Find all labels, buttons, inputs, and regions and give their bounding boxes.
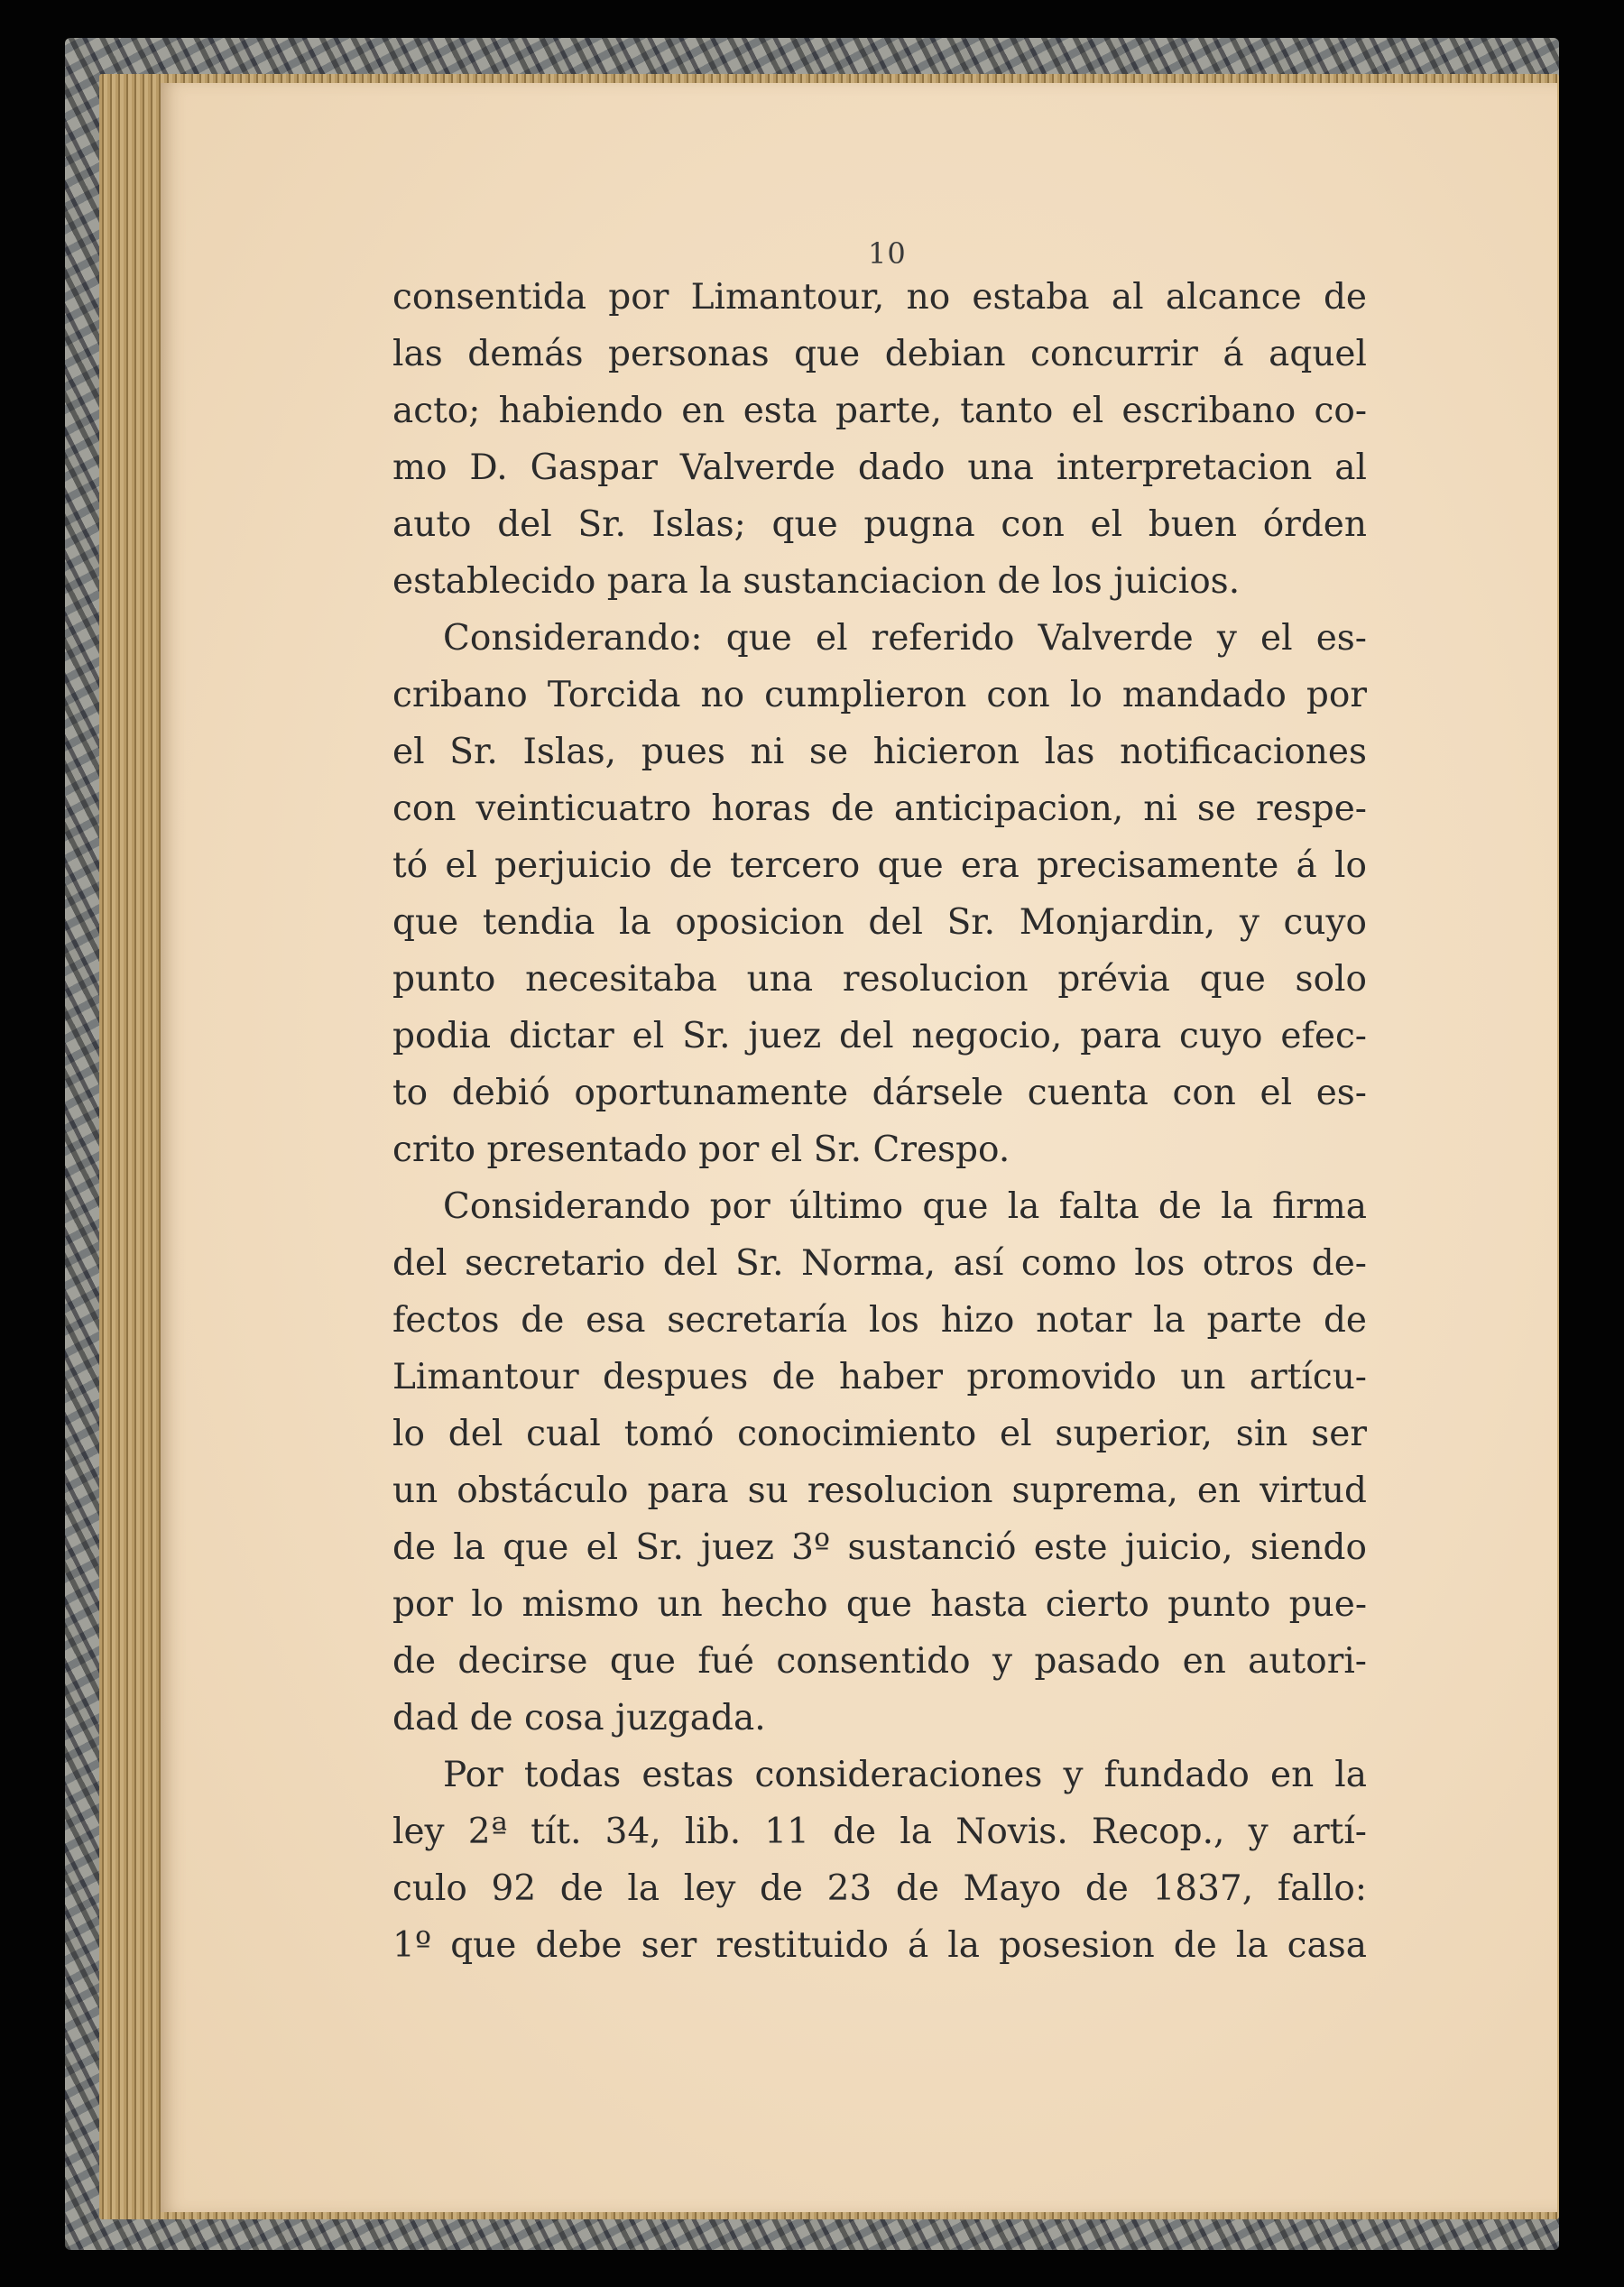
text-line: 1º que debe ser restituido á la posesion de la casa <box>392 1925 1367 1966</box>
text-line: Considerando por último que la falta de la firma <box>443 1186 1367 1227</box>
text-line: tó el perjuicio de tercero que era precisamente á lo <box>392 845 1367 886</box>
text-line: culo 92 de la ley de 23 de Mayo de 1837, fallo: <box>392 1868 1367 1909</box>
text-line: cribano Torcida no cumplieron con lo mandado por <box>392 675 1367 715</box>
text-line: ley 2ª tít. 34, lib. 11 de la Novis. Recop., y artí- <box>392 1812 1367 1852</box>
text-line: el Sr. Islas, pues ni se hicieron las notificaciones <box>392 732 1367 772</box>
text-line: Considerando: que el referido Valverde y el es- <box>443 618 1367 659</box>
text-line: con veinticuatro horas de anticipacion, ni se respe- <box>392 788 1367 829</box>
text-line: del secretario del Sr. Norma, así como los otros de- <box>392 1243 1367 1284</box>
text-line: que tendia la oposicion del Sr. Monjardin, y cuyo <box>392 902 1367 943</box>
text-line: establecido para la sustanciacion de los juicios. <box>392 561 1241 602</box>
page-number: 10 <box>868 236 907 271</box>
text-line: dad de cosa juzgada. <box>392 1698 766 1738</box>
text-line: punto necesitaba una resolucion prévia que solo <box>392 959 1367 1000</box>
text-line: las demás personas que debian concurrir á aquel <box>392 334 1367 374</box>
text-line: por lo mismo un hecho que hasta cierto punto pue- <box>392 1584 1367 1625</box>
text-line: consentida por Limantour, no estaba al alcance de <box>392 277 1367 318</box>
text-line: lo del cual tomó conocimiento el superior, sin ser <box>392 1414 1367 1454</box>
text-line: fectos de esa secretaría los hizo notar la parte de <box>392 1300 1367 1341</box>
text-line: mo D. Gaspar Valverde dado una interpretacion al <box>392 447 1367 488</box>
body-text <box>392 271 1367 1985</box>
text-line: podia dictar el Sr. juez del negocio, para cuyo efec- <box>392 1016 1367 1056</box>
text-line: acto; habiendo en esta parte, tanto el escribano co- <box>392 391 1367 431</box>
text-line: Por todas estas consideraciones y fundado en la <box>443 1755 1367 1795</box>
text-line: un obstáculo para su resolucion suprema, en virtud <box>392 1471 1367 1511</box>
text-line: de decirse que fué consentido y pasado en autori- <box>392 1641 1367 1682</box>
text-line: to debió oportunamente dársele cuenta con el es- <box>392 1073 1367 1113</box>
text-line: de la que el Sr. juez 3º sustanció este juicio, siendo <box>392 1527 1367 1568</box>
text-line: Limantour despues de haber promovido un artícu- <box>392 1357 1367 1397</box>
text-line: crito presentado por el Sr. Crespo. <box>392 1130 1010 1170</box>
text-line: auto del Sr. Islas; que pugna con el buen órden <box>392 504 1367 545</box>
